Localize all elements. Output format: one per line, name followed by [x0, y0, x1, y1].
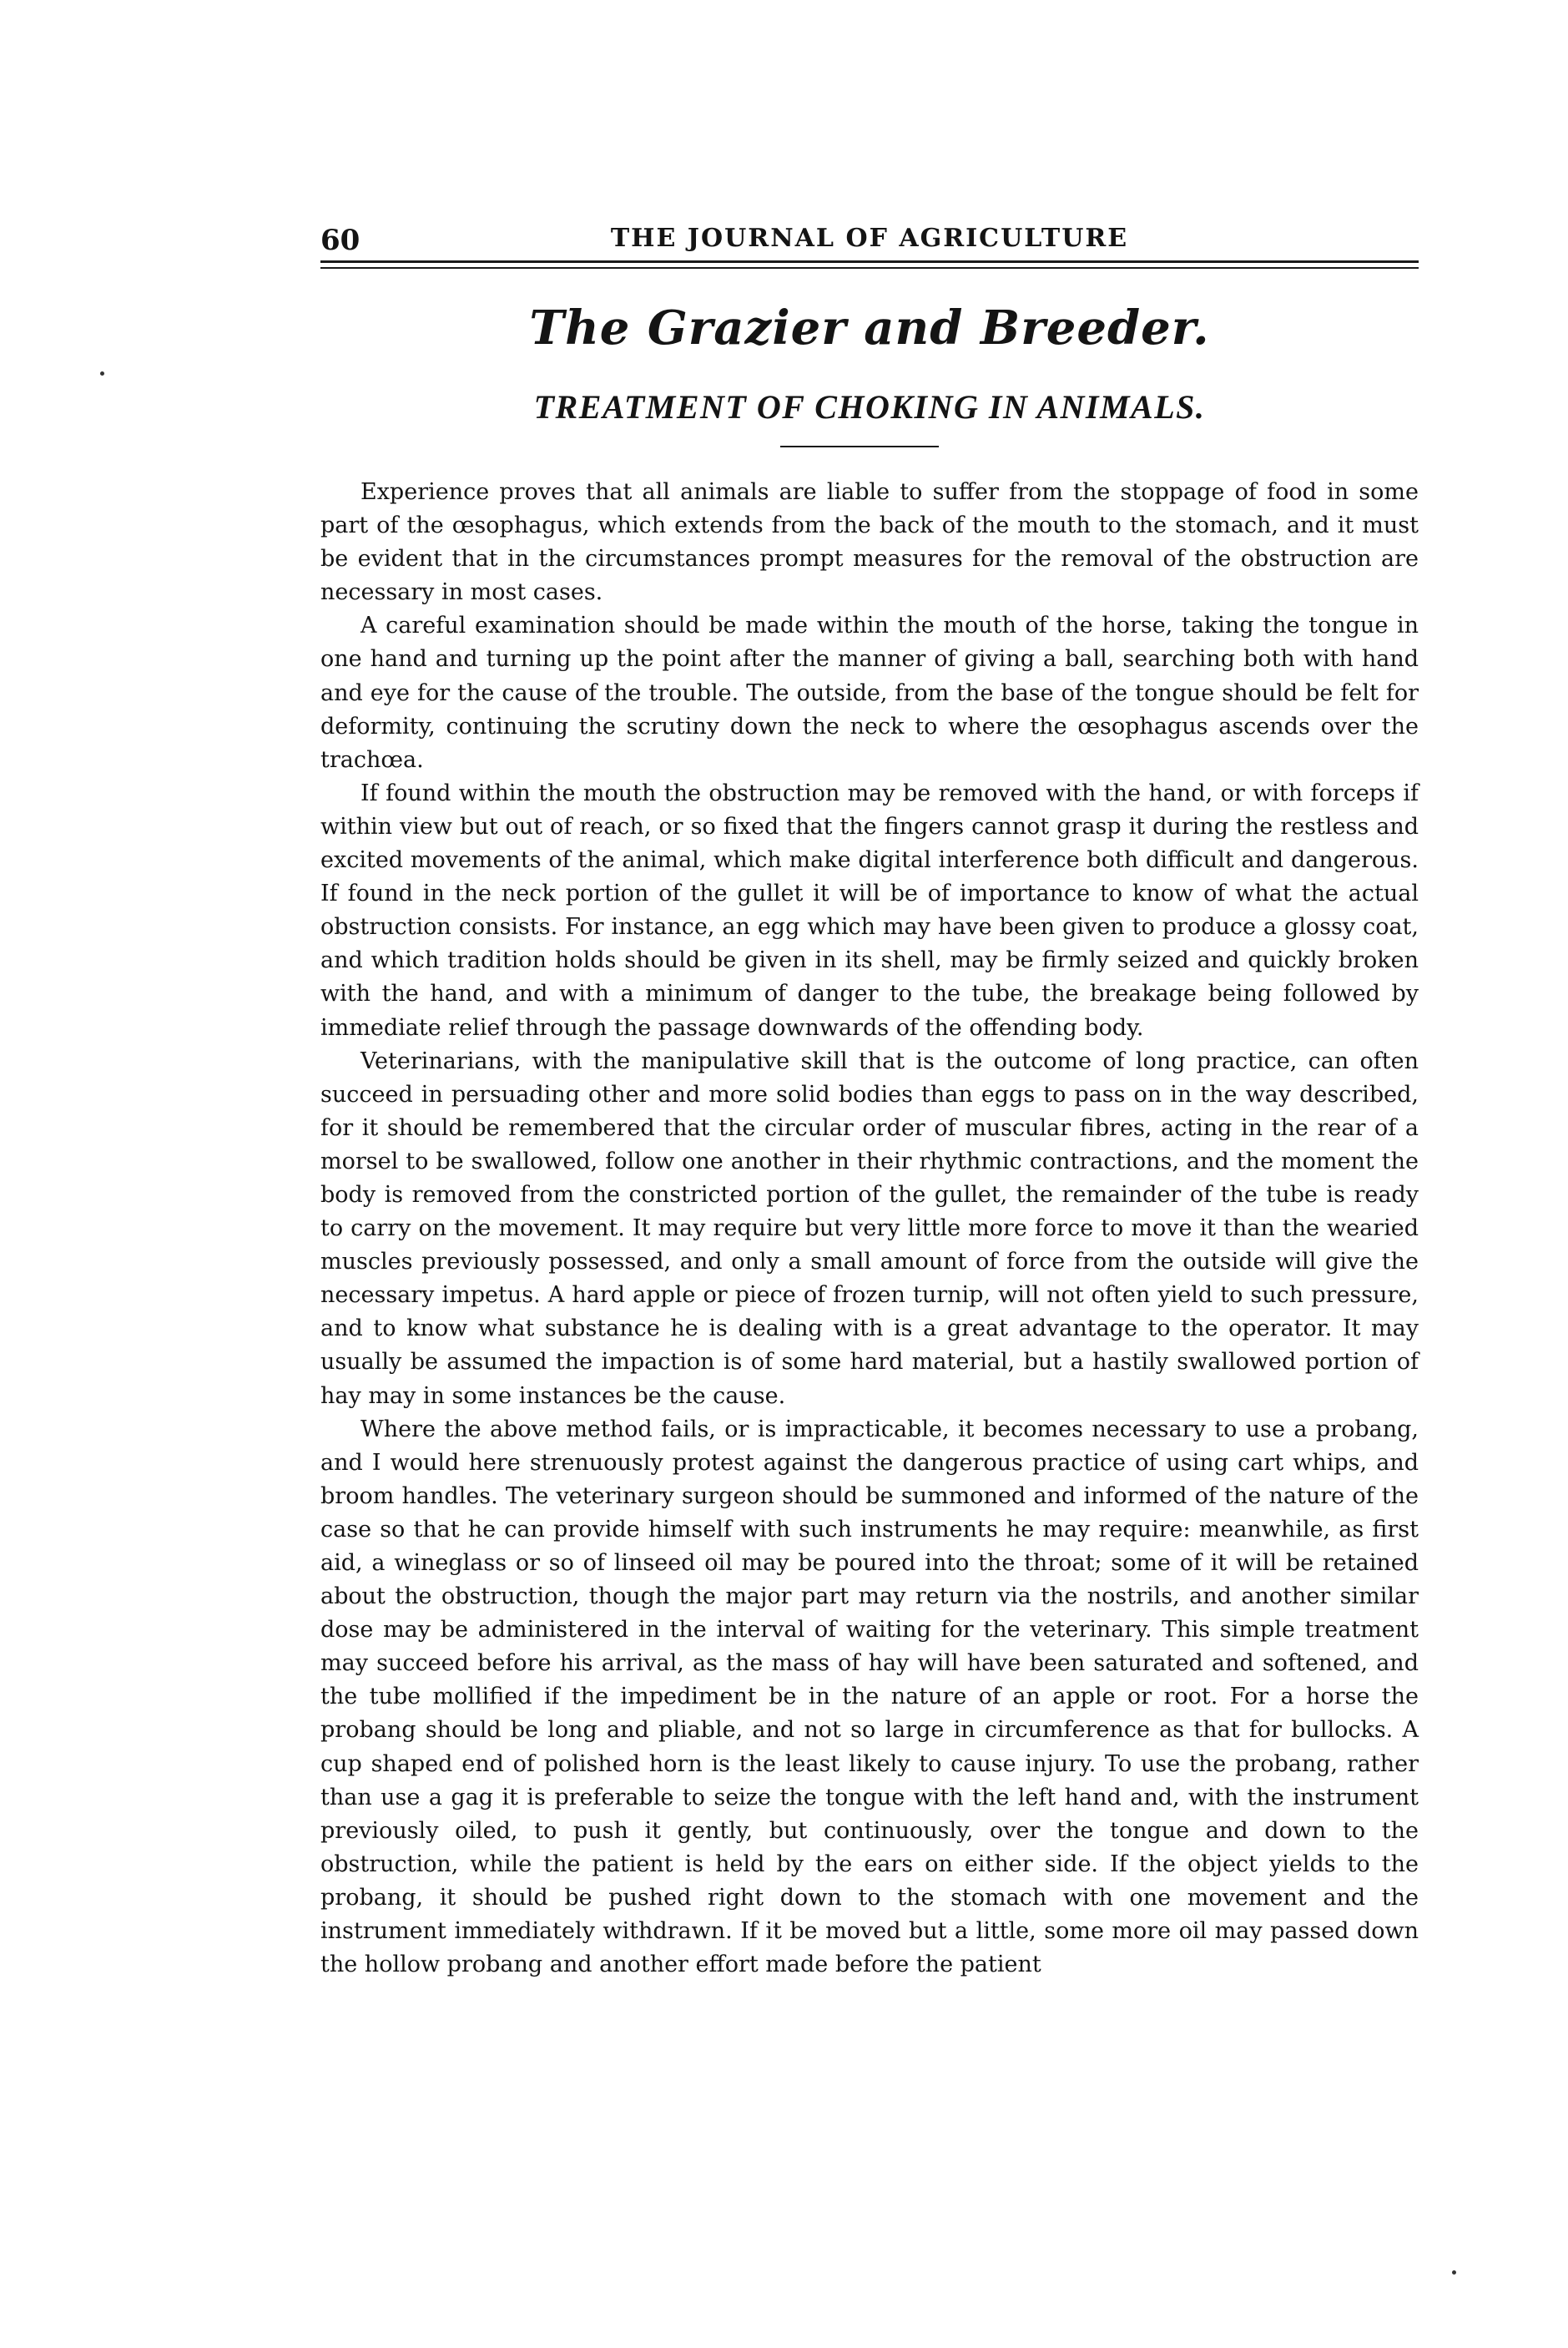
page-header [320, 224, 1419, 257]
paragraph: A careful examination should be made within the mouth of the horse, taking the tongue in one hand and turning up the point after the manner of giving a ball, searching both with hand and eye for the cause of the trouble. The outside, from the base of the tongue should be felt for deformity, continuing the scrutiny down the neck to where the œsophagus ascends over the trachœa. [320, 613, 1419, 773]
article-body [320, 476, 1419, 1982]
paragraph: Where the above method fails, or is impracticable, it becomes necessary to use a probang, and I would here strenuously protest against the dangerous practice of using cart whips, and broom handles. The veterinary surgeon should be summoned and informed of the nature of the case so that he can provide himself with such instruments he may require: meanwhile, as first aid, a wineglass or so of linseed oil may be poured into the throat; some of it will be retained about the obstruction, though the major part may return via the nostrils, and another similar dose may be administered in the interval of waiting for the veterinary. This simple treatment may succeed before his arrival, as the mass of hay will have been saturated and softened, and the tube mollified if the impediment be in the nature of an apple or root. For a horse the probang should be long and pliable, and not so large in circumference as that for bullocks. A cup shaped end of polished horn is the least likely to cause injury. To use the probang, rather than use a gag it is preferable to seize the tongue with the left hand and, with the instrument previously oiled, to push it gently, but continuously, over the tongue and down to the obstruction, while the patient is held by the ears on either side. If the object yields to the probang, it should be pushed right down to the stomach with one movement and the instrument immediately withdrawn. If it be moved but a little, some more oil may passed down the hollow probang and another effort made before the patient [320, 1416, 1419, 1978]
article-title: TREATMENT OF CHOKING IN ANIMALS. [533, 388, 1206, 426]
page-number: 60 [320, 224, 360, 257]
paragraph: If found within the mouth the obstruction may be removed with the hand, or with forceps if within view but out of reach, or so fixed that the fingers cannot grasp it during the restless and excited movements of the animal, which make digital interference both difficult and dangerous. If found in the neck portion of the gullet it will be of importance to know of what the actual obstruction consists. For instance, an egg which may have been given to produce a glossy coat, and which tradition holds should be given in its shell, may be firmly seized and quickly broken with the hand, and with a minimum of danger to the tube, the breakage being followed by immediate relief through the passage downwards of the offending body. [320, 780, 1419, 1041]
paragraph: Experience proves that all animals are liable to suffer from the stoppage of food in some part of the œsophagus, which extends from the back of the mouth to the stomach, and it must be evident that in the circumstances prompt measures for the removal of the obstruction are necessary in most cases. [320, 479, 1419, 606]
running-head: THE JOURNAL OF AGRICULTURE [610, 224, 1129, 253]
header-rule-bottom [320, 267, 1419, 269]
print-speck [1452, 2270, 1456, 2275]
paragraph: Veterinarians, with the manipulative skill that is the outcome of long practice, can often succeed in persuading other and more solid bodies than eggs to pass on in the way described, for it should be remembered that the circular order of muscular fibres, acting in the rear of a morsel to be swallowed, follow one another in their rhythmic contractions, and the moment the body is removed from the constricted portion of the gullet, the remainder of the tube is ready to carry on the movement. It may require but very little more force to move it than the wearied muscles previously possessed, and only a small amount of force from the outside will give the necessary impetus. A hard apple or piece of frozen turnip, will not often yield to such pressure, and to know what substance he is dealing with is a great advantage to the operator. It may usually be assumed the impaction is of some hard material, but a hastily swallowed portion of hay may in some instances be the cause. [320, 1048, 1419, 1409]
title-divider [780, 446, 939, 447]
section-title: The Grazier and Breeder. [529, 300, 1210, 356]
header-rule-top [320, 260, 1419, 263]
print-speck [100, 371, 104, 376]
